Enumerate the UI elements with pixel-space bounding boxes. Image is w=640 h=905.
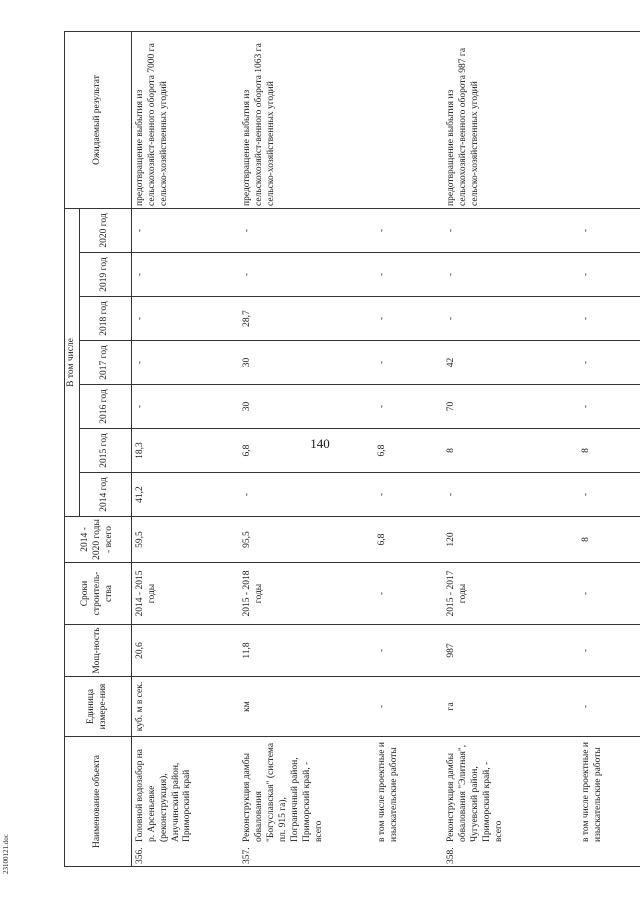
cell-year-value: - xyxy=(239,253,347,297)
header-year: 2018 год xyxy=(79,297,131,341)
cell-year-value: - xyxy=(239,473,347,517)
cell-terms: 2015 - 2017 годы xyxy=(443,563,551,625)
cell-total: 120 xyxy=(443,517,551,563)
table-subrow xyxy=(551,31,640,866)
cell-year-value: - xyxy=(551,473,640,517)
cell-year-value: - xyxy=(131,253,239,297)
row-number: 356. xyxy=(134,847,145,864)
cell-year-value: - xyxy=(347,253,443,297)
cell-year-value: - xyxy=(347,385,443,429)
object-name: в том числе проектные и изыскательские работы xyxy=(581,742,604,842)
cell-year-value: - xyxy=(551,208,640,252)
cell-year-value: 28,7 xyxy=(239,297,347,341)
cell-year-value: - xyxy=(443,208,551,252)
cell-name xyxy=(347,737,443,867)
cell-year-value: - xyxy=(551,341,640,385)
table-subrow xyxy=(347,31,443,866)
cell-year-value: - xyxy=(347,341,443,385)
cell-year-value: 18,3 xyxy=(131,429,239,473)
cell-unit: - xyxy=(347,677,443,737)
header-terms: Сроки строитель-ства xyxy=(65,563,132,625)
cell-year-value: - xyxy=(551,385,640,429)
cell-year-value: - xyxy=(131,297,239,341)
header-unit: Единица измере-ния xyxy=(65,677,132,737)
rotated-table-container xyxy=(64,32,614,867)
cell-result: предотвращение выбытия из сельскохозяйст-венного оборота 7000 га сельско-хозяйственных угодий xyxy=(131,31,239,208)
cell-terms: 2014 - 2015 годы xyxy=(131,563,239,625)
cell-year-value: - xyxy=(347,208,443,252)
table-body xyxy=(131,31,640,866)
cell-year-value: 6,8 xyxy=(239,429,347,473)
cell-year-value: 8 xyxy=(443,429,551,473)
header-year: 2019 год xyxy=(79,253,131,297)
header-year: 2015 год xyxy=(79,429,131,473)
document-id: 23100121.doc xyxy=(2,834,10,874)
cell-unit: км xyxy=(239,677,347,737)
cell-terms: - xyxy=(347,563,443,625)
cell-year-value: 30 xyxy=(239,385,347,429)
cell-year-value: 30 xyxy=(239,341,347,385)
page-number: 140 xyxy=(310,436,330,451)
object-name: в том числе проектные и изыскательские работы xyxy=(377,742,400,842)
cell-year-value: 42 xyxy=(443,341,551,385)
cell-year-value: 6,8 xyxy=(347,429,443,473)
table-header xyxy=(65,31,132,866)
cell-name xyxy=(443,737,551,867)
object-name: Головной водозабор на р. Арсеньевке (реконструкция), Анучинский район, Приморский край xyxy=(134,748,193,842)
cell-name xyxy=(551,737,640,867)
table-row xyxy=(131,31,239,866)
cell-terms: 2015 - 2018 годы xyxy=(239,563,347,625)
cell-unit: куб. м в сек. xyxy=(131,677,239,737)
cell-capacity: 987 xyxy=(443,625,551,677)
header-result: Ожидаемый результат xyxy=(65,31,132,208)
cell-year-value: - xyxy=(443,297,551,341)
table-row xyxy=(239,31,347,866)
table-row xyxy=(443,31,551,866)
row-number: 357. xyxy=(242,847,253,864)
cell-capacity: - xyxy=(347,625,443,677)
cell-result: предотвращение выбытия из сельскохозяйст-венного оборота 1063 га сельско-хозяйственных угодий xyxy=(239,31,347,208)
row-number: 358. xyxy=(446,847,457,864)
object-name: Реконструкция дамбы обвалования "Богуславская" (система пл. 915 га), Пограничный район, Приморский край, - всего xyxy=(242,742,324,842)
header-name: Наименование объекта xyxy=(65,737,132,867)
cell-unit: га xyxy=(443,677,551,737)
cell-year-value: - xyxy=(443,253,551,297)
cell-year-value: - xyxy=(131,208,239,252)
cell-year-value: - xyxy=(239,208,347,252)
cell-unit: - xyxy=(551,677,640,737)
cell-result xyxy=(551,31,640,208)
cell-year-value: 70 xyxy=(443,385,551,429)
cell-total: 95,5 xyxy=(239,517,347,563)
cell-year-value: 41,2 xyxy=(131,473,239,517)
cell-year-value: - xyxy=(443,473,551,517)
cell-result: предотвращение выбытия из сельскохозяйст-венного оборота 987 га сельско-хозяйственных угодий xyxy=(443,31,551,208)
cell-total: 8 xyxy=(551,517,640,563)
cell-name xyxy=(239,737,347,867)
cell-year-value: - xyxy=(551,297,640,341)
cell-year-value: - xyxy=(347,473,443,517)
cell-year-value: - xyxy=(131,385,239,429)
header-year: 2020 год xyxy=(79,208,131,252)
header-total: 2014 - 2020 годы - всего xyxy=(65,517,132,563)
cell-year-value: 8 xyxy=(551,429,640,473)
header-year: 2014 год xyxy=(79,473,131,517)
investment-table xyxy=(64,31,640,867)
cell-total: 6,8 xyxy=(347,517,443,563)
cell-name xyxy=(131,737,239,867)
header-capacity: Мощ-ность xyxy=(65,625,132,677)
header-year: 2017 год xyxy=(79,341,131,385)
cell-result xyxy=(347,31,443,208)
cell-capacity: 11,8 xyxy=(239,625,347,677)
cell-terms: - xyxy=(551,563,640,625)
cell-year-value: - xyxy=(131,341,239,385)
header-in-total: В том числе xyxy=(65,208,80,516)
object-name: Реконструкция дамбы обвалования "Элитная", Чугуевский район, Приморский край, - всего xyxy=(446,744,504,842)
cell-total: 59,5 xyxy=(131,517,239,563)
cell-year-value: - xyxy=(551,253,640,297)
cell-capacity: 20,6 xyxy=(131,625,239,677)
cell-year-value: - xyxy=(347,297,443,341)
cell-capacity: - xyxy=(551,625,640,677)
header-year: 2016 год xyxy=(79,385,131,429)
